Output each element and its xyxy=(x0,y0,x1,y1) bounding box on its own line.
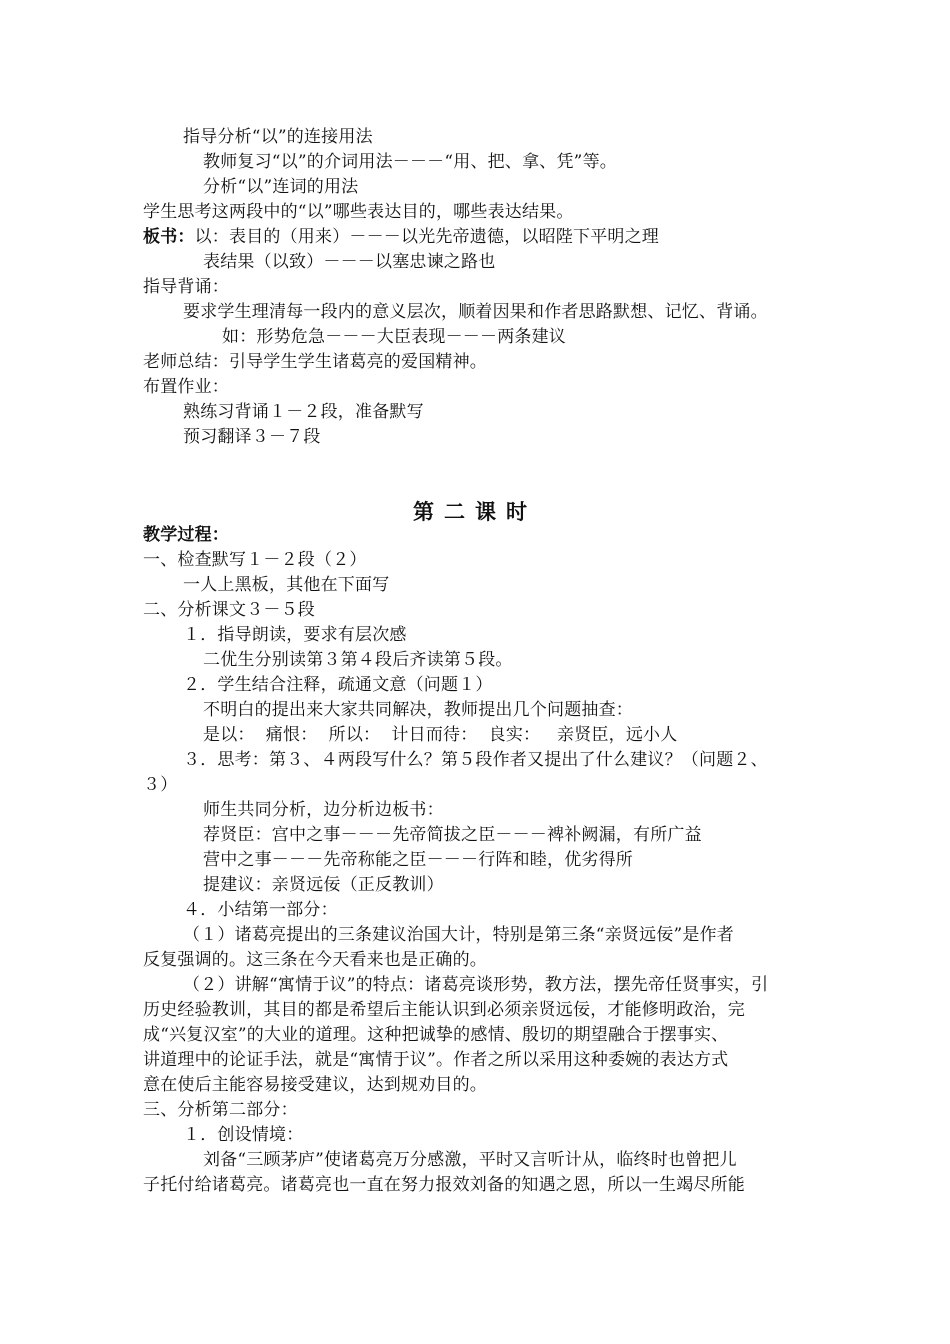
text-line: 讲道理中的论证手法，就是“寓情于议”。作者之所以采用这种委婉的表达方式 xyxy=(143,1050,729,1070)
text-line: 成“兴复汉室”的大业的道理。这种把诚挚的感情、殷切的期望融合于摆事实、 xyxy=(143,1025,729,1045)
text-line: 学生思考这两段中的“以”哪些表达目的，哪些表达结果。 xyxy=(143,202,574,222)
text-line: 历史经验教训，其目的都是希望后主能认识到必须亲贤远佞，才能修明政治，完 xyxy=(143,1000,745,1020)
board-label: 板书： xyxy=(143,227,195,247)
text-line: （２）讲解“寓情于议”的特点：诸葛亮谈形势，教方法，摆先帝任贤事实，引 xyxy=(183,975,769,995)
text-line: １．指导朗读，要求有层次感 xyxy=(183,625,407,645)
text-line: 一、检查默写１－２段（２） xyxy=(143,550,367,570)
text-line: 二优生分别读第３第４段后齐读第５段。 xyxy=(203,650,513,670)
text-line: 二、分析课文３－５段 xyxy=(143,600,315,620)
text-line: 师生共同分析，边分析边板书： xyxy=(203,800,444,820)
text-line: 教师复习“以”的介词用法－－－“用、把、拿、凭”等。 xyxy=(203,152,617,172)
text-line: １．创设情境： xyxy=(183,1125,304,1145)
text-line: 荐贤臣：宫中之事－－－先帝简拔之臣－－－裨补阙漏，有所广益 xyxy=(203,825,702,845)
text-line: 营中之事－－－先帝称能之臣－－－行阵和睦，优劣得所 xyxy=(203,850,633,870)
board-content: 以：表目的（用来）－－－以光先帝遗德，以昭陛下平明之理 xyxy=(194,227,660,247)
text-line: ２．学生结合注释，疏通文意（问题１） xyxy=(183,675,493,695)
text-line: 子托付给诸葛亮。诸葛亮也一直在努力报效刘备的知遇之恩，所以一生竭尽所能 xyxy=(143,1175,745,1195)
text-line: 如：形势危急－－－大臣表现－－－两条建议 xyxy=(222,327,566,347)
text-line: 指导分析“以”的连接用法 xyxy=(183,127,373,147)
text-line: （１）诸葛亮提出的三条建议治国大计，特别是第三条“亲贤远佞”是作者 xyxy=(183,925,734,945)
text-line: 分析“以”连词的用法 xyxy=(203,177,359,197)
text-line: ４．小结第一部分： xyxy=(183,900,338,920)
text-line: 指导背诵： xyxy=(143,277,229,297)
text-line: 是以： 痛恨： 所以： 计日而待： 良实： 亲贤臣，远小人 xyxy=(203,725,678,745)
text-line: 意在使后主能容易接受建议，达到规劝目的。 xyxy=(143,1075,487,1095)
text-line: 布置作业： xyxy=(143,377,229,397)
text-line: 预习翻译３－７段 xyxy=(183,427,321,447)
text-line: 反复强调的。这三条在今天看来也是正确的。 xyxy=(143,950,487,970)
section-title: 第二课时 xyxy=(413,500,537,524)
text-line: ３．思考：第３、４两段写什么？第５段作者又提出了什么建议？（问题２、 xyxy=(183,750,768,770)
text-line: 三、分析第二部分： xyxy=(143,1100,298,1120)
text-line: 一人上黑板，其他在下面写 xyxy=(183,575,390,595)
board-line xyxy=(143,225,659,249)
text-line: 提建议：亲贤远佞（正反教训） xyxy=(203,875,444,895)
text-line: 不明白的提出来大家共同解决，教师提出几个问题抽查： xyxy=(203,700,633,720)
text-line: 表结果（以致）－－－以塞忠谏之路也 xyxy=(203,252,496,272)
text-line: ３） xyxy=(143,775,178,795)
process-label: 教学过程： xyxy=(143,525,229,545)
text-line: 老师总结：引导学生学生诸葛亮的爱国精神。 xyxy=(143,352,487,372)
text-line: 要求学生理清每一段内的意义层次，顺着因果和作者思路默想、记忆、背诵。 xyxy=(183,302,768,322)
text-line: 熟练习背诵１－２段，准备默写 xyxy=(183,402,424,422)
text-line: 刘备“三顾茅庐”使诸葛亮万分感激，平时又言听计从，临终时也曾把儿 xyxy=(203,1150,737,1170)
